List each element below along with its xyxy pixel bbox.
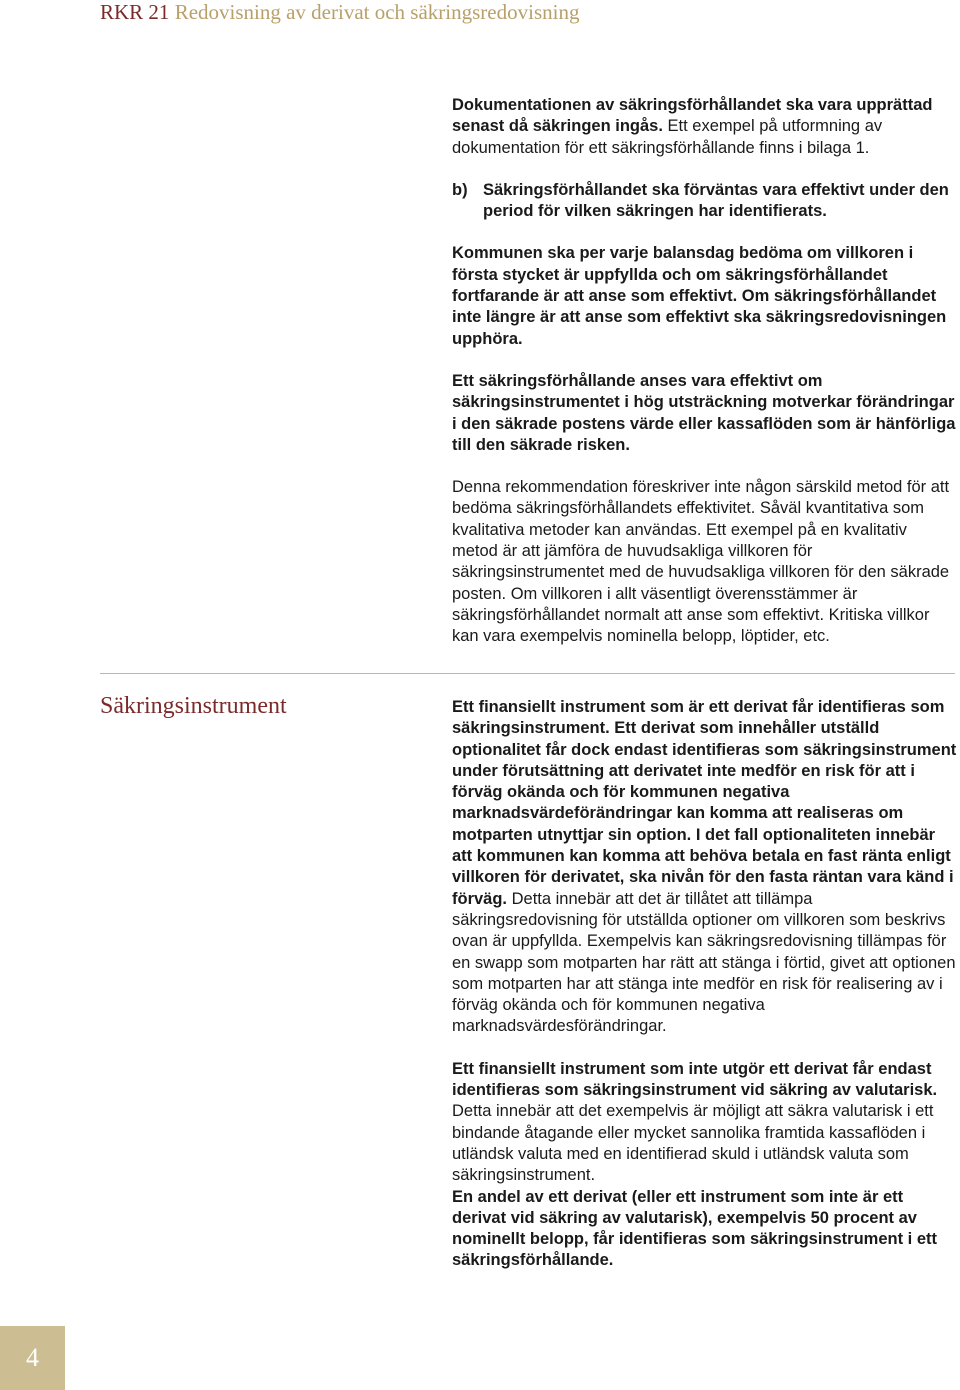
top-text-column [452, 95, 957, 648]
documentation-paragraph [452, 95, 957, 159]
document-title: Redovisning av derivat och säkringsredovisning [174, 0, 580, 24]
document-code: RKR 21 [100, 0, 170, 24]
method-paragraph: Denna rekommendation föreskriver inte någon särskild metod för att bedöma säkringsförhållandets effektivitet. Såväl kvantitativa som kvalitativa metoder kan användas. Ett exempel på en kvalitativ metod är att jämföra de huvudsakliga villkoren för säkringsinstrumentet med de huvudsakliga villkoren för den säkrade posten. Om villkoren i allt väsentligt överensstämmer är säkringsförhållandet normalt att anse som effektivt. Kritiska villkor kan vara exempelvis nominella belopp, löptider, etc. [452, 478, 950, 646]
list-item-label: b) [452, 180, 468, 199]
documentation-bold: Dokumentationen av säkringsförhållandet ska vara upprättad senast då säkringen ingås. [452, 96, 933, 136]
effectiveness-paragraph: Ett säkringsförhållande anses vara effektivt om säkringsinstrumentet i hög utsträckning motverkar förändringar i den säkrade postens värde eller kassaflöden som är hänförliga till den säkrade risken. [452, 371, 956, 454]
running-header [100, 0, 579, 24]
list-item-text: Säkringsförhållandet ska förväntas vara effektivt under den period för vilken säkringen har identifierats. [483, 180, 949, 221]
non-derivative-bold: Ett finansiellt instrument som inte utgör ett derivat får endast identifieras som säkringsinstrument vid säkring av valutarisk. [452, 1059, 938, 1100]
non-derivative-text: Detta innebär att det exempelvis är möjligt att säkra valutarisk i ett bindande åtagande eller mycket sannolika framtida kassaflöden i utländsk valuta med en identifierad skuld i utländsk valuta som säkringsinstrument. [452, 1102, 934, 1185]
section-divider [100, 673, 955, 674]
section-heading: Säkringsinstrument [100, 693, 287, 719]
non-derivative-paragraph [452, 1059, 957, 1187]
section-text-column [452, 697, 957, 1272]
evaluation-paragraph: Kommunen ska per varje balansdag bedöma om villkoren i första stycket är uppfyllda och om säkringsförhållandet fortfarande är att anse som effektivt. Om säkringsförhållandet inte längre är att anse som effektivt ska säkringsredovisningen upphöra. [452, 244, 947, 348]
derivative-paragraph [452, 697, 957, 1038]
derivative-bold: Ett finansiellt instrument som är ett derivat får identifieras som säkringsinstrument. Ett derivat som innehåller utställd optionalitet får dock endast identifieras som säkringsinstrument under förutsättning att derivatet inte medför en risk för att i förväg okända och för kommunen negativa marknadsvärdeförändringar kan komma att realiseras om motparten utnyttjar sin option. I det fall optionaliteten innebär att kommunen kan komma att behöva betala en fast ränta enligt villkoren för derivatet, ska nivån för den fasta räntan vara känd i förväg. [452, 698, 957, 908]
list-item-b [452, 180, 957, 223]
documentation-text: Ett exempel på utformning av dokumentation för ett säkringsförhållande finns i bilaga 1. [452, 117, 883, 157]
portion-paragraph: En andel av ett derivat (eller ett instrument som inte är ett derivat vid säkring av valutarisk), exempelvis 50 procent av nominellt belopp, får identifieras som säkringsinstrument i ett säkringsförhållande. [452, 1187, 938, 1270]
derivative-text: Detta innebär att det är tillåtet att tillämpa säkringsredovisning för utställda optioner om villkoren som beskrivs ovan är uppfyllda. Exempelvis kan säkringsredovisning tillämpas för en swapp som motparten har rätt att stänga i förtid, givet att optionen som motparten har att stänga inte medför en risk för realisering av i förväg okända och för kommunen negativa marknadsvärdesförändringar. [452, 889, 956, 1036]
page-number: 4 [26, 1343, 39, 1372]
